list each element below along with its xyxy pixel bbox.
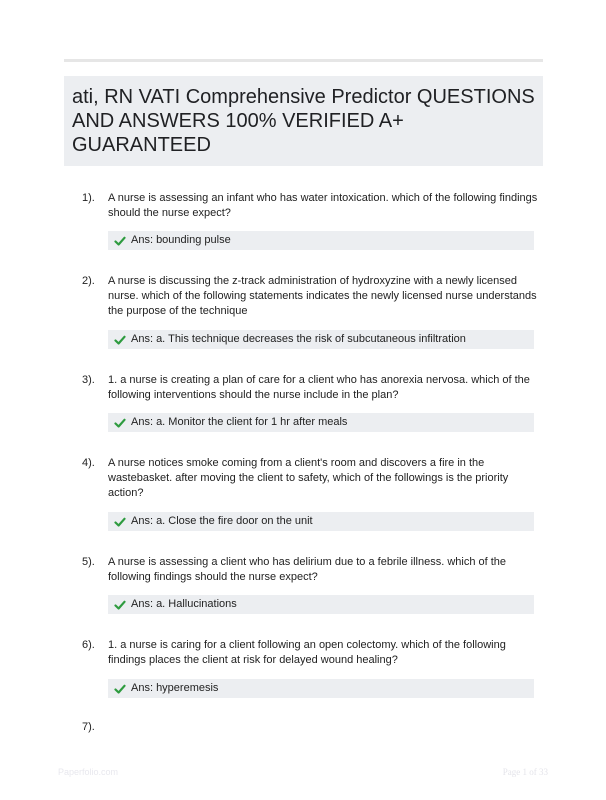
question-text: A nurse notices smoke coming from a client's room and discovers a fire in the wastebasket. after moving the client to safety, which of the followings is the priority action? <box>108 457 509 499</box>
check-icon <box>114 334 126 346</box>
check-icon <box>114 516 126 528</box>
question-number: 2). <box>82 275 95 287</box>
check-icon <box>114 599 126 611</box>
answer-text: Ans: bounding pulse <box>131 234 231 246</box>
top-divider <box>64 59 543 62</box>
footer-page-number: Page 1 of 33 <box>502 767 548 777</box>
question-text: 1. a nurse is caring for a client following an open colectomy. which of the following findings places the client at risk for delayed wound healing? <box>108 639 506 666</box>
answer-text: Ans: a. This technique decreases the risk of subcutaneous infiltration <box>131 333 466 345</box>
question-number: 4). <box>82 457 95 469</box>
footer-site-watermark: Paperfolio.com <box>58 767 119 777</box>
answer-box <box>108 231 534 250</box>
question-text: A nurse is discussing the z-track administration of hydroxyzine with a newly licensed nurse. which of the following statements indicates the newly licensed nurse understands the purpose of the technique <box>108 275 537 317</box>
answer-text: Ans: a. Monitor the client for 1 hr after meals <box>131 416 348 428</box>
check-icon <box>114 417 126 429</box>
answer-text: Ans: hyperemesis <box>131 682 219 694</box>
answer-box <box>108 413 534 432</box>
answer-text: Ans: a. Close the fire door on the unit <box>131 515 313 527</box>
check-icon <box>114 235 126 247</box>
question-number: 6). <box>82 639 95 651</box>
answer-text: Ans: a. Hallucinations <box>131 598 237 610</box>
question-number: 7). <box>82 721 95 733</box>
title-box <box>64 76 543 166</box>
document-title: ati, RN VATI Comprehensive Predictor QUESTIONS AND ANSWERS 100% VERIFIED A+ GUARANTEED <box>72 86 535 156</box>
answer-box <box>108 330 534 349</box>
answer-box <box>108 512 534 531</box>
answer-box <box>108 679 534 698</box>
check-icon <box>114 683 126 695</box>
question-number: 1). <box>82 192 95 204</box>
question-number: 3). <box>82 374 95 386</box>
question-text: 1. a nurse is creating a plan of care for a client who has anorexia nervosa. which of the following interventions should the nurse include in the plan? <box>108 374 530 401</box>
question-number: 5). <box>82 556 95 568</box>
answer-box <box>108 595 534 614</box>
question-text: A nurse is assessing a client who has delirium due to a febrile illness. which of the following findings should the nurse expect? <box>108 556 507 583</box>
question-text: A nurse is assessing an infant who has water intoxication. which of the following findings should the nurse expect? <box>108 192 538 219</box>
